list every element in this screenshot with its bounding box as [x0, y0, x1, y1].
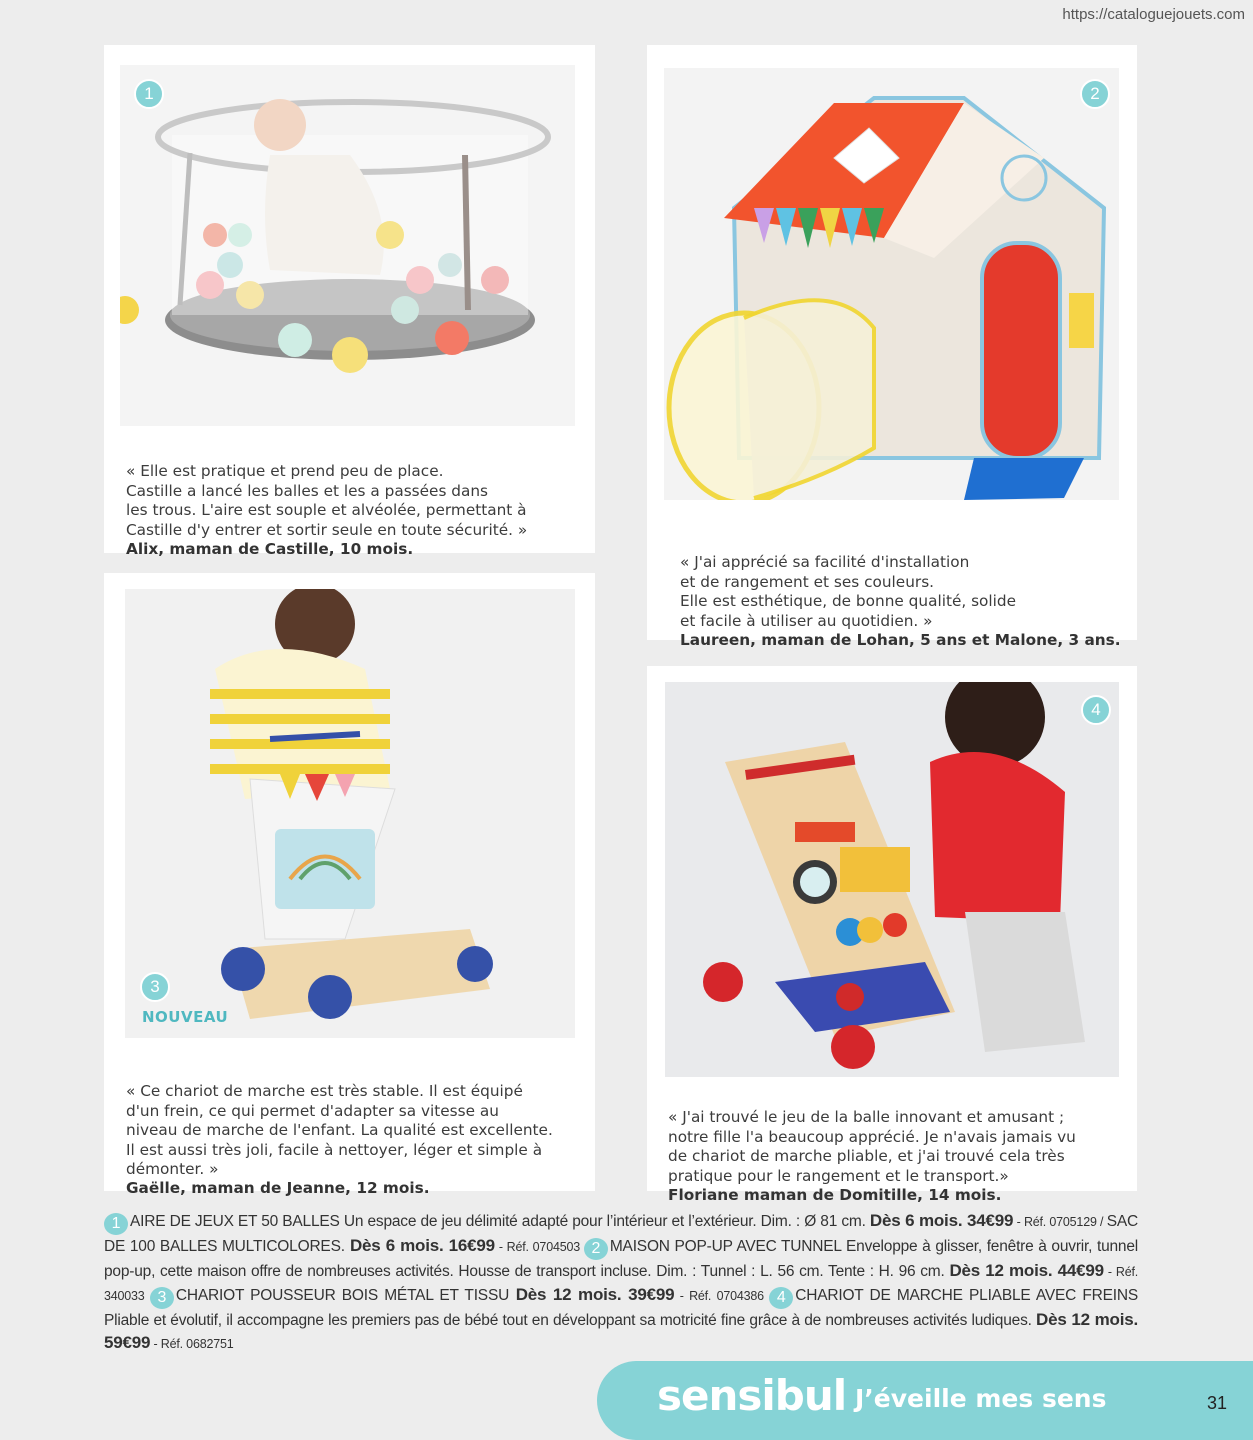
- product-card-3: [104, 573, 595, 1198]
- product-2-text: Enveloppe à glisser, fenêtre à ouvrir, tunnel pop-up, cette maison offre de nombreuses activités. Housse de transport incluse. Dim. : Tunnel : L. 56 cm. Tente : H. 96 cm.: [104, 1238, 1138, 1280]
- product-3-ref: - Réf. 0704386: [674, 1288, 770, 1303]
- brand-banner: [597, 1361, 1253, 1440]
- product-1-name: AIRE DE JEUX ET 50 BALLES: [130, 1213, 340, 1230]
- testimonial-4: [668, 1089, 1128, 1225]
- product-photo-popup-house: [664, 68, 1119, 500]
- page-number: 31: [1207, 1393, 1228, 1413]
- description-number-2: 2: [584, 1238, 608, 1260]
- product-photo-foldable-walker: [665, 682, 1119, 1077]
- testimonial-3-text: « Ce chariot de marche est très stable. Il est équipé d'un frein, ce qui permet d'adapter sa vitesse au niveau de marche de l'enfant. La qualité est excellente. Il est aussi très joli, facile à nettoyer, léger et simple à démonter. »: [126, 1082, 553, 1179]
- product-card-2: [647, 45, 1137, 650]
- product-1-ref: - Réf. 0705129 /: [1013, 1215, 1107, 1229]
- product-1-text: Un espace de jeu délimité adapté pour l’intérieur et l’extérieur. Dim. : Ø 81 cm.: [339, 1213, 870, 1230]
- product-4-ref: - Réf. 0682751: [150, 1337, 234, 1351]
- push-walker-illustration: [125, 589, 575, 1038]
- product-1b-ref: - Réf. 0704503: [494, 1240, 584, 1254]
- product-number-badge-2: 2: [1080, 79, 1110, 109]
- product-number-badge-4: 4: [1081, 695, 1111, 725]
- product-3-price: Dès 12 mois. 39€99: [509, 1284, 675, 1304]
- product-number-badge-3: 3: [140, 972, 170, 1002]
- testimonial-2-text: « J'ai apprécié sa facilité d'installation et de rangement et ses couleurs. Elle est esthétique, de bonne qualité, solide et facile à utiliser au quotidien. »: [680, 553, 1017, 630]
- testimonial-3-author: Gaëlle, maman de Jeanne, 12 mois.: [126, 1179, 430, 1198]
- product-2-price: Dès 12 mois. 44€99: [949, 1261, 1104, 1280]
- new-badge: NOUVEAU: [142, 1008, 229, 1026]
- product-1b-name: SAC DE 100 BALLES MULTICOLORES.: [104, 1213, 1138, 1255]
- source-url[interactable]: https://cataloguejouets.com: [1062, 6, 1245, 23]
- product-number-badge-1: 1: [134, 79, 164, 109]
- brand-logo: sensibul: [657, 1371, 847, 1420]
- foldable-walker-illustration: [665, 682, 1119, 1077]
- product-2-name: MAISON POP-UP AVEC TUNNEL: [609, 1238, 842, 1255]
- product-photo-playpen: [120, 65, 575, 426]
- product-4-text: Pliable et évolutif, il accompagne les premiers pas de bébé tout en développant sa motricité fine grâce à de nombreuses activités ludiques.: [104, 1311, 1037, 1329]
- product-photo-push-walker: [125, 589, 575, 1038]
- description-number-3: 3: [150, 1287, 174, 1309]
- product-descriptions: [104, 1210, 1138, 1356]
- testimonial-4-text: « J'ai trouvé le jeu de la balle innovant et amusant ; notre fille l'a beaucoup apprécié. Je n'avais jamais vu de chariot de marche pliable, et j'ai trouvé cela très pratique pour le rangement et le transport.»: [668, 1108, 1076, 1185]
- product-1b-price: Dès 6 mois. 16€99: [344, 1236, 495, 1255]
- product-2-ref: - Réf. 340033: [104, 1265, 1138, 1303]
- playpen-illustration: [120, 65, 575, 426]
- testimonial-2-author: Laureen, maman de Lohan, 5 ans et Malone, 3 ans.: [680, 631, 1121, 650]
- product-card-4: [647, 666, 1137, 1205]
- testimonial-2: [680, 534, 1130, 670]
- testimonial-3: [126, 1063, 586, 1218]
- brand-tagline: J’éveille mes sens: [855, 1384, 1107, 1413]
- product-card-1: [104, 45, 595, 559]
- product-4-name: CHARIOT DE MARCHE PLIABLE AVEC FREINS: [795, 1286, 1138, 1304]
- popup-house-illustration: [664, 68, 1119, 500]
- description-number-4: 4: [769, 1287, 793, 1309]
- product-1-price: Dès 6 mois. 34€99: [869, 1211, 1014, 1230]
- testimonial-1: [126, 443, 586, 579]
- testimonial-1-text: « Elle est pratique et prend peu de place. Castille a lancé les balles et les a passées dans les trous. L'aire est souple et alvéolée, permettant à Castille d'y entrer et sortir seule en toute sécurité. »: [126, 462, 528, 539]
- description-number-1: 1: [104, 1213, 128, 1235]
- testimonial-4-author: Floriane maman de Domitille, 14 mois.: [668, 1186, 1002, 1205]
- product-3-name: CHARIOT POUSSEUR BOIS MÉTAL ET TISSU: [175, 1286, 510, 1304]
- testimonial-1-author: Alix, maman de Castille, 10 mois.: [126, 540, 414, 559]
- product-4-price: Dès 12 mois. 59€99: [104, 1309, 1138, 1352]
